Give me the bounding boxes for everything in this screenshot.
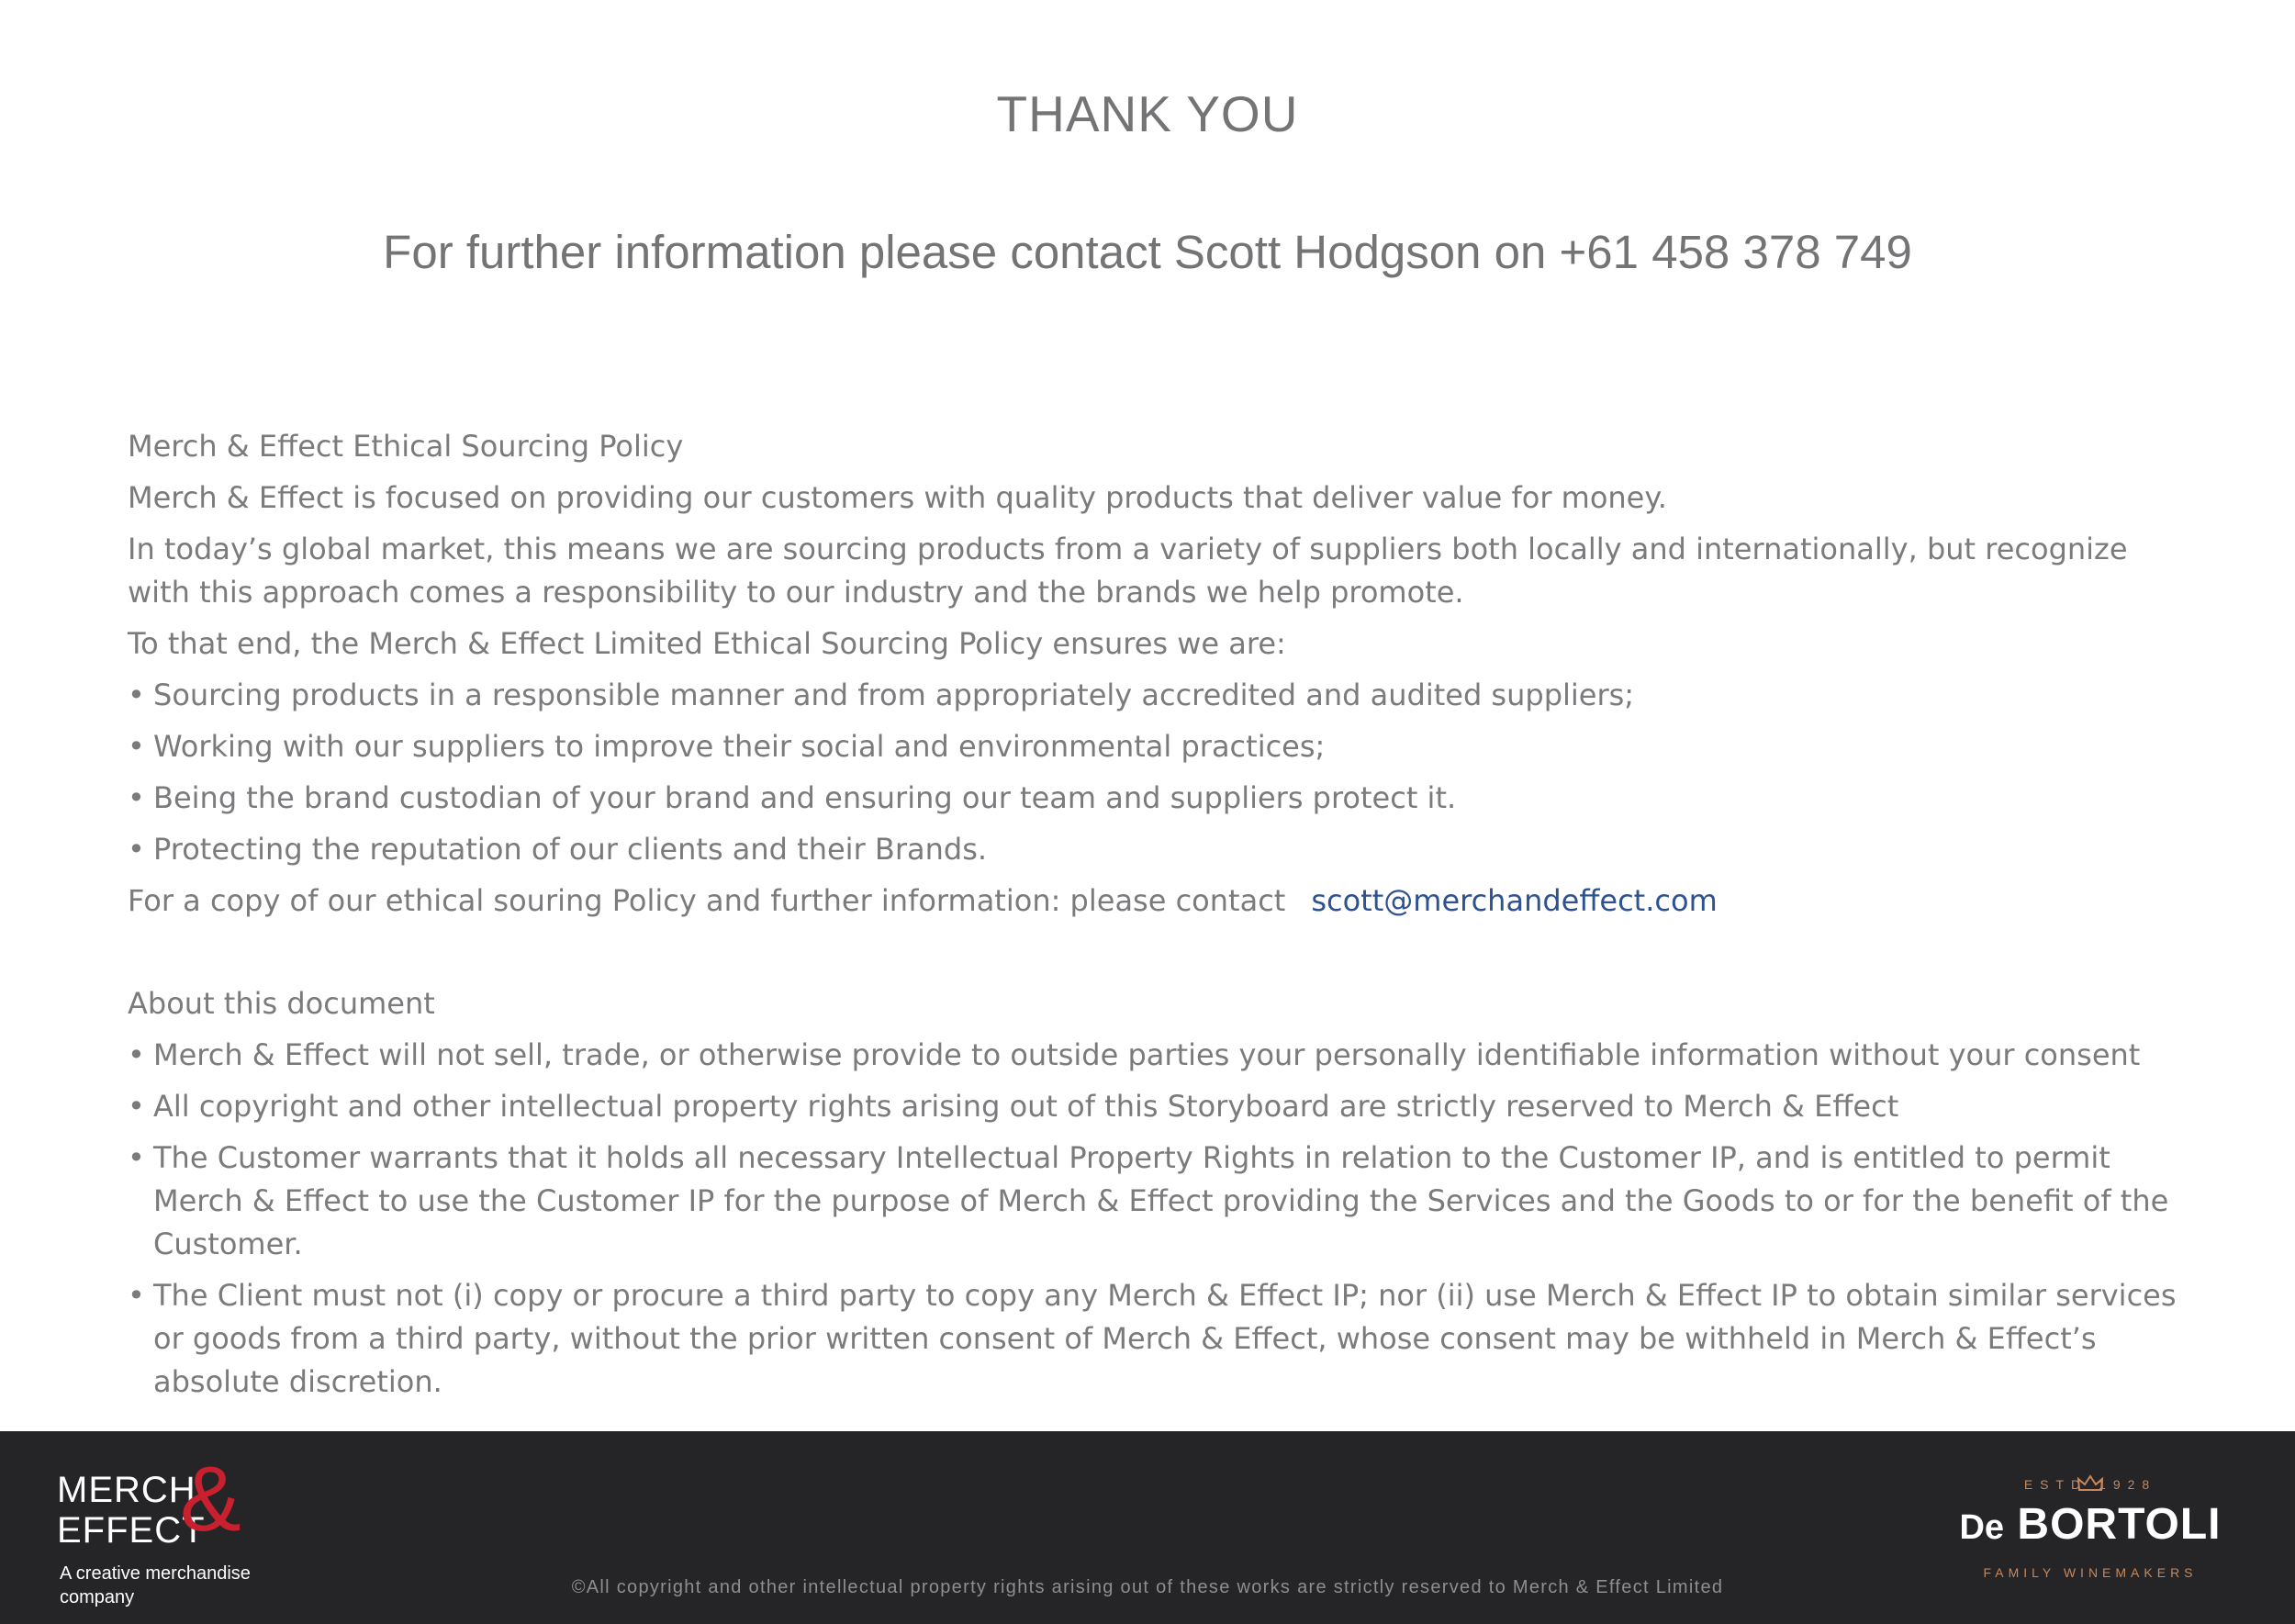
logo-de-text: De bbox=[1959, 1508, 2005, 1547]
policy-heading: Merch & Effect Ethical Sourcing Policy bbox=[128, 429, 684, 464]
bullet-icon: • bbox=[128, 678, 145, 712]
logo-estd: ESTD 1928 bbox=[2023, 1477, 2157, 1492]
bullet-icon: • bbox=[128, 832, 145, 867]
section-spacer bbox=[128, 931, 2179, 982]
about-heading: About this document bbox=[128, 986, 435, 1021]
policy-bullet: • Being the brand custodian of your brand and ensuring our team and suppliers protect it. bbox=[128, 777, 2179, 820]
policy-bullet: • Protecting the reputation of our clients and their Brands. bbox=[128, 828, 2179, 871]
policy-bullet: • Working with our suppliers to improve their social and environmental practices; bbox=[128, 725, 2179, 768]
bullet-icon: • bbox=[128, 1037, 145, 1072]
document-body bbox=[128, 425, 2179, 1412]
logo-ampersand: & bbox=[180, 1448, 241, 1551]
crown-icon bbox=[2077, 1473, 2104, 1494]
logo-merch-text: MERCH bbox=[57, 1470, 196, 1510]
bullet-icon: • bbox=[128, 1089, 145, 1124]
contact-email-link[interactable]: scott@merchandeffect.com bbox=[1311, 883, 1718, 918]
logo-brand bbox=[1939, 1499, 2242, 1550]
de-bortoli-logo bbox=[1939, 1473, 2242, 1593]
bullet-icon: • bbox=[128, 729, 145, 764]
merch-effect-logo bbox=[57, 1448, 277, 1607]
policy-bullet: • Sourcing products in a responsible manner and from appropriately accredited and audited suppliers; bbox=[128, 674, 2179, 717]
about-bullet: • The Customer warrants that it holds all necessary Intellectual Property Rights in relation to the Customer IP, and is entitled to permit Merch & Effect to use the Customer IP for the purpose of Merch & Effect providing the Services and the Goods to or for the benefit of the Customer. bbox=[128, 1137, 2179, 1266]
page-title: THANK YOU bbox=[996, 85, 1299, 142]
about-bullet: • The Client must not (i) copy or procure a third party to copy any Merch & Effect IP; nor (ii) use Merch & Effect IP to obtain similar services or goods from a third party, without the prior written consent of Merch & Effect, whose consent may be withheld in Merch & Effect’s absolute discretion. bbox=[128, 1274, 2179, 1404]
policy-intro: Merch & Effect is focused on providing our customers with quality products that deliver value for money. bbox=[128, 480, 1667, 515]
contact-subtitle: For further information please contact Scott Hodgson on +61 458 378 749 bbox=[383, 226, 1912, 278]
bullet-icon: • bbox=[128, 1140, 145, 1175]
policy-lead: To that end, the Merch & Effect Limited Ethical Sourcing Policy ensures we are: bbox=[128, 626, 1286, 661]
bullet-icon: • bbox=[128, 780, 145, 815]
logo-partner-tagline: FAMILY WINEMAKERS bbox=[1983, 1565, 2198, 1580]
policy-contact-text: For a copy of our ethical souring Policy and further information: please contact bbox=[128, 883, 1286, 918]
policy-market: In today’s global market, this means we are sourcing products from a variety of suppliers both locally and internationally, but recognize with this approach comes a responsibility to our industry and the brands we help promote. bbox=[128, 532, 2128, 610]
policy-contact bbox=[128, 879, 2179, 923]
about-bullet: • All copyright and other intellectual property rights arising out of this Storyboard are strictly reserved to Merch & Effect bbox=[128, 1085, 2179, 1128]
logo-tagline: A creative merchandise company bbox=[60, 1563, 251, 1607]
logo-bortoli-text: BORTOLI bbox=[2017, 1500, 2222, 1549]
about-bullet: • Merch & Effect will not sell, trade, or otherwise provide to outside parties your personally identifiable information without your consent bbox=[128, 1034, 2179, 1077]
logo-effect-text: EFFECT bbox=[57, 1510, 206, 1551]
copyright-notice: ©All copyright and other intellectual property rights arising out of these works are strictly reserved to Merch & Effect Limited bbox=[571, 1577, 1724, 1597]
bullet-icon: • bbox=[128, 1278, 145, 1313]
